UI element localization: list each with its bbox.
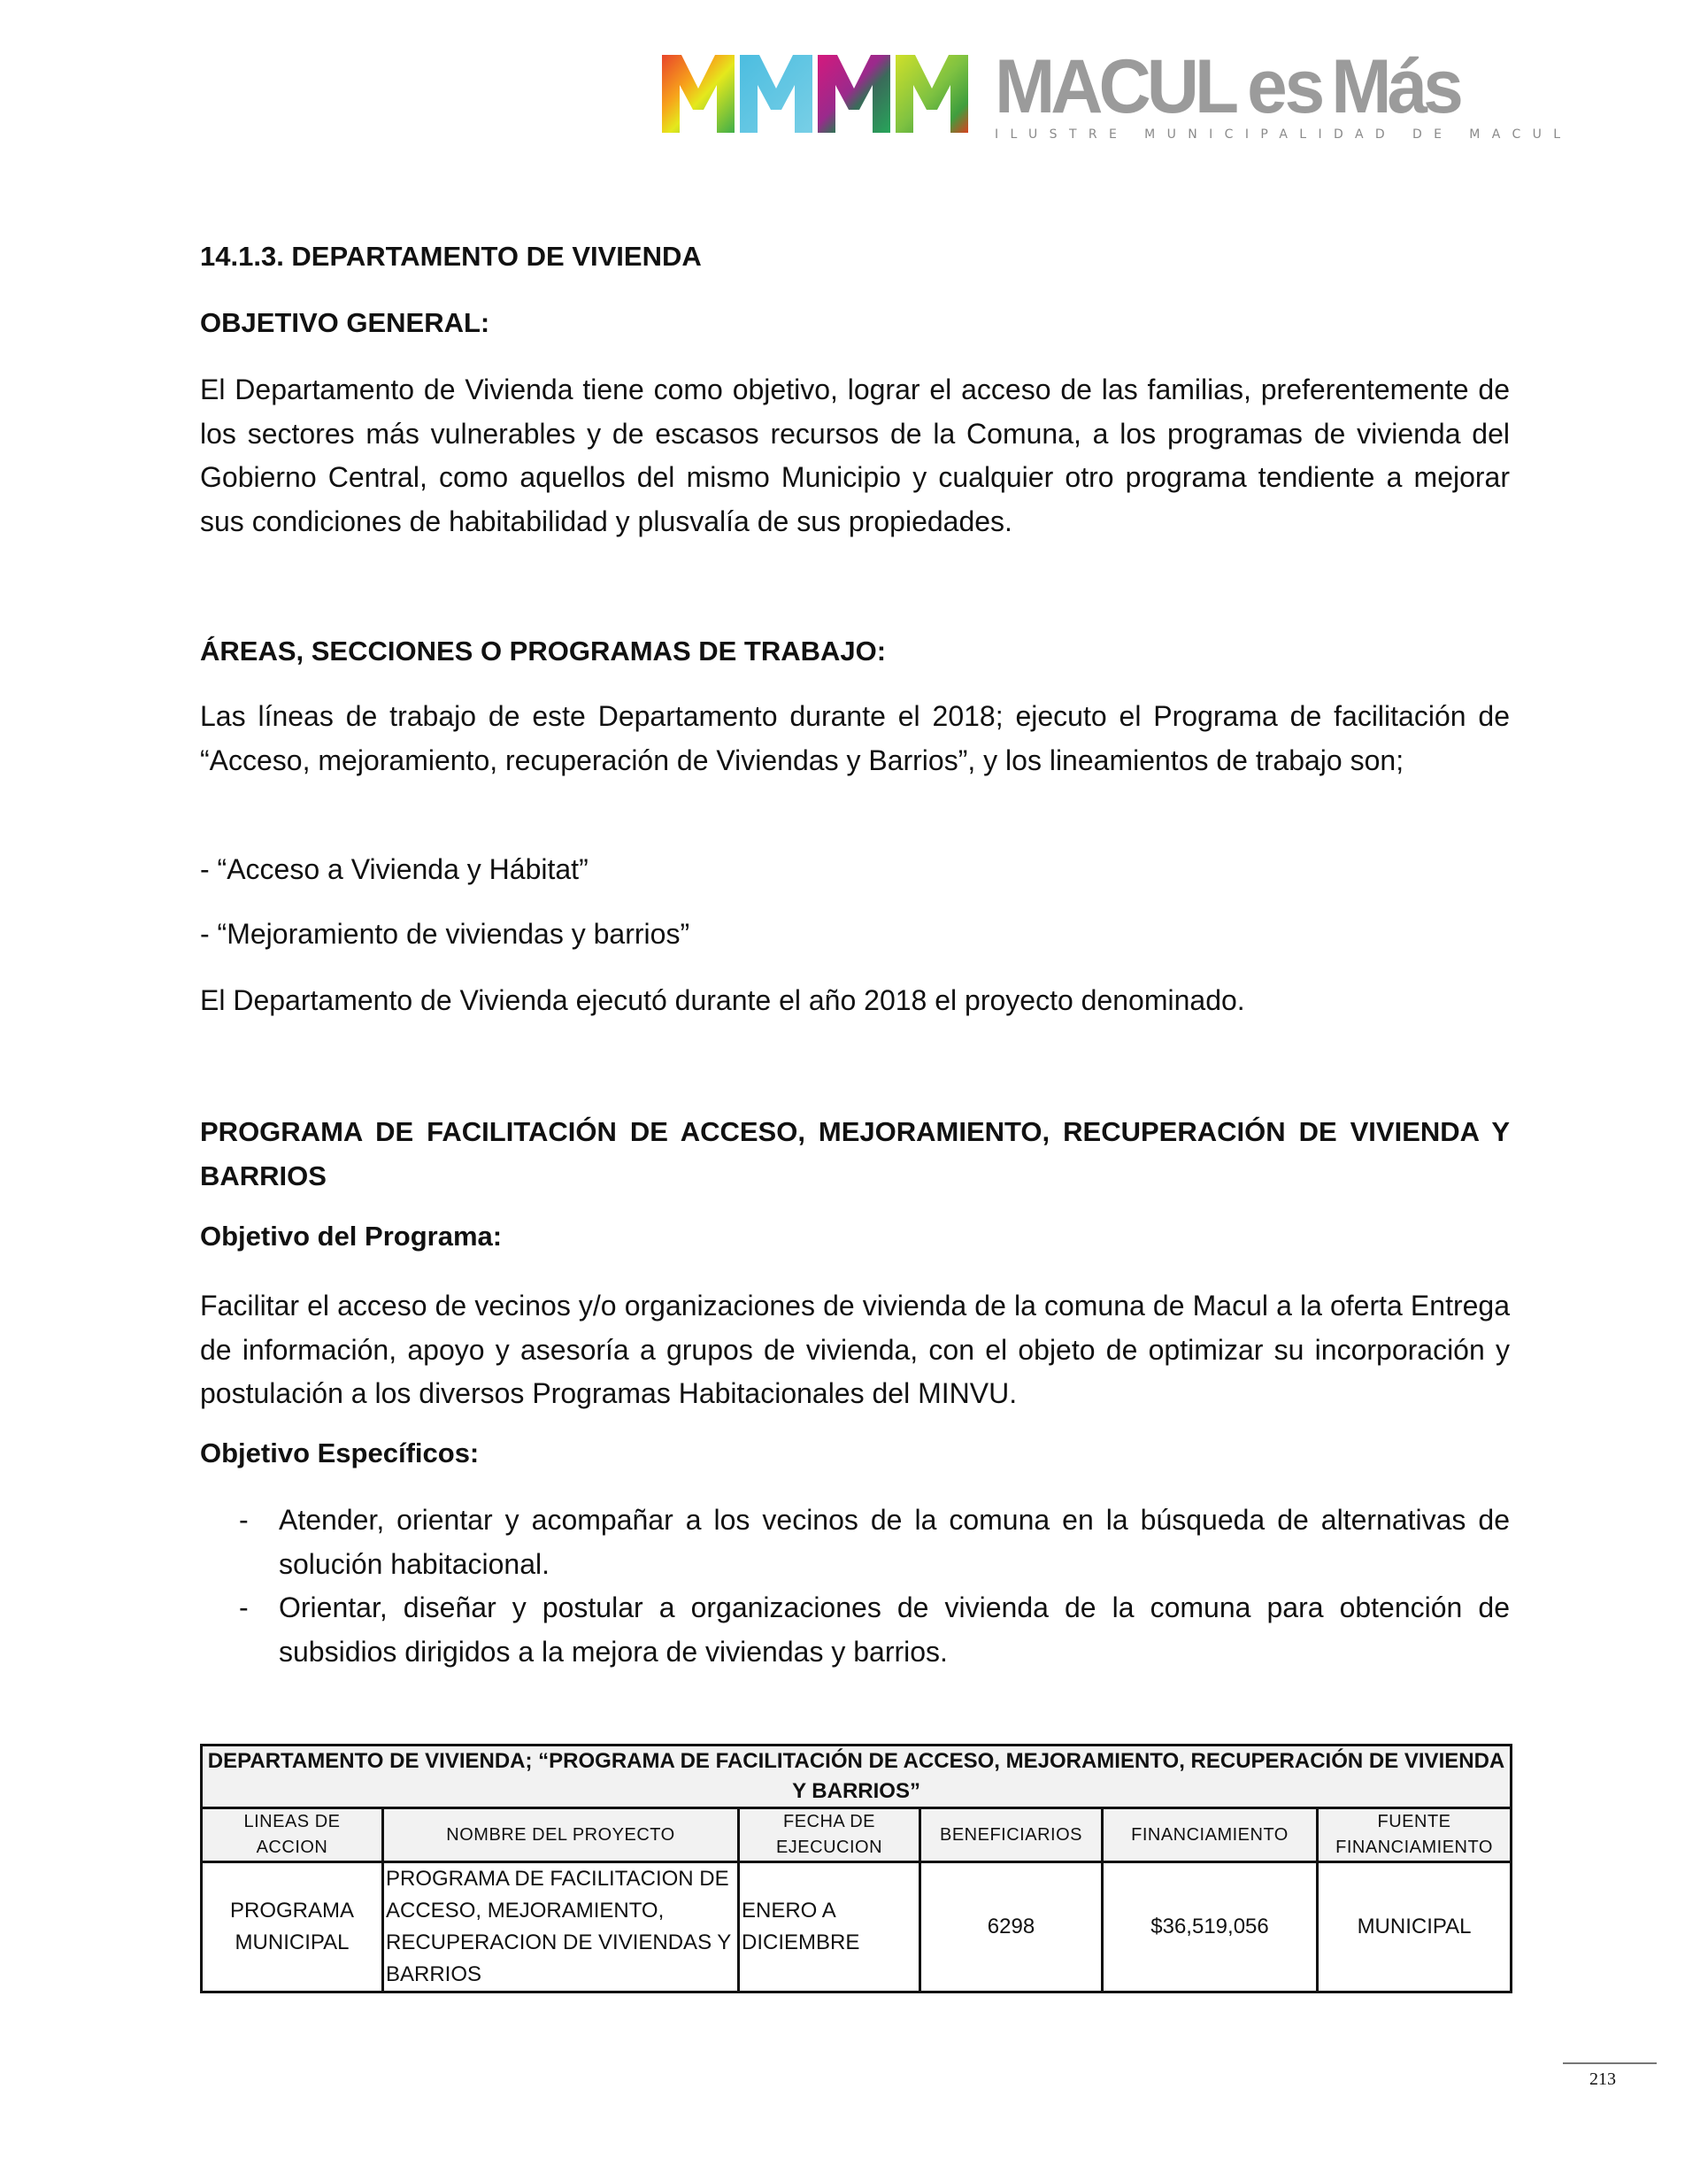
page-number: 213 [1589,2069,1616,2089]
column-header: FUENTE FINANCIAMIENTO [1318,1808,1512,1862]
table-row [202,1862,1512,1992]
cell-beneficiaries: 6298 [920,1862,1103,1992]
cell-funding-source: MUNICIPAL [1318,1862,1512,1992]
work-line-item: - “Mejoramiento de viviendas y barrios” [200,918,690,950]
specific-objective-text: Orientar, diseñar y postular a organizaciones de vivienda de la comuna para obtención de subsidios dirigidos a la mejora de viviendas y barrios. [279,1591,1510,1668]
logo-letter-m-3 [818,55,890,133]
specific-objective-text: Atender, orientar y acompañar a los vecinos de la comuna en la búsqueda de alternativas de solución habitacional. [279,1504,1510,1580]
cell-action-line: PROGRAMA MUNICIPAL [202,1862,383,1992]
column-header: FINANCIAMIENTO [1103,1808,1318,1862]
program-summary-table [200,1744,1512,1993]
objective-general-heading: OBJETIVO GENERAL: [200,307,490,338]
logo-word-es: es [1247,44,1323,130]
areas-heading: ÁREAS, SECCIONES O PROGRAMAS DE TRABAJO: [200,636,887,667]
column-header: BENEFICIARIOS [920,1808,1103,1862]
logo-letter-m-4 [896,55,968,133]
column-header: NOMBRE DEL PROYECTO [383,1808,739,1862]
cell-execution-date: ENERO A DICIEMBRE [739,1862,920,1992]
table-title: DEPARTAMENTO DE VIVIENDA; “PROGRAMA DE FACILITACIÓN DE ACCESO, MEJORAMIENTO, RECUPERACIÓN DE VIVIENDA Y BARRIOS” [202,1746,1512,1808]
logo-subtitle: ILUSTRE MUNICIPALIDAD DE MACUL [995,127,1573,142]
bullet-dash: - [239,1504,249,1536]
work-line-item: - “Acceso a Vivienda y Hábitat” [200,853,589,885]
program-heading: PROGRAMA DE FACILITACIÓN DE ACCESO, MEJORAMIENTO, RECUPERACIÓN DE VIVIENDA Y BARRIOS [200,1116,1510,1191]
objective-general-text: El Departamento de Vivienda tiene como objetivo, lograr el acceso de las familias, preferentemente de los sectores más vulnerables y de escasos recursos de la Comuna, a los programas de vivienda del Gobierno Central, como aquellos del mismo Municipio y cualquier otro programa tendiente a mejorar sus condiciones de habitabilidad y plusvalía de sus propiedades. [200,374,1510,537]
logo-mmmm-mark [662,55,968,133]
cell-funding: $36,519,056 [1103,1862,1318,1992]
logo-wordmark [995,44,1573,142]
executed-project-text: El Departamento de Vivienda ejecutó durante el año 2018 el proyecto denominado. [200,984,1245,1016]
logo-letter-m-1 [662,55,735,133]
column-header: FECHA DE EJECUCION [739,1808,920,1862]
municipality-logo [662,44,1573,143]
footer-divider [1563,2062,1657,2064]
areas-text: Las líneas de trabajo de este Departamento durante el 2018; ejecuto el Programa de facilitación de “Acceso, mejoramiento, recuperación de Viviendas y Barrios”, y los lineamientos de trabajo son; [200,700,1510,776]
logo-letter-m-2 [740,55,812,133]
logo-word-macul: MACUL [995,44,1235,130]
specific-objective-item [239,1586,1510,1674]
bullet-dash: - [239,1591,249,1623]
logo-wordmark-title [995,44,1572,130]
program-objective-text: Facilitar el acceso de vecinos y/o organizaciones de vivienda de la comuna de Macul a la oferta Entrega de información, apoyo y asesoría a grupos de vivienda, con el objeto de optimizar su incorporación y postulación a los diversos Programas Habitacionales del MINVU. [200,1290,1510,1409]
specific-objective-item [239,1499,1510,1586]
program-objective-heading: Objetivo del Programa: [200,1221,503,1252]
logo-word-mas: Más [1331,44,1459,130]
cell-project-name: PROGRAMA DE FACILITACION DE ACCESO, MEJORAMIENTO, RECUPERACION DE VIVIENDAS Y BARRIOS [383,1862,739,1992]
column-header: LINEAS DE ACCION [202,1808,383,1862]
section-title: 14.1.3. DEPARTAMENTO DE VIVIENDA [200,241,702,272]
specific-objectives-heading: Objetivo Específicos: [200,1437,480,1468]
table-header-row [202,1808,1512,1862]
